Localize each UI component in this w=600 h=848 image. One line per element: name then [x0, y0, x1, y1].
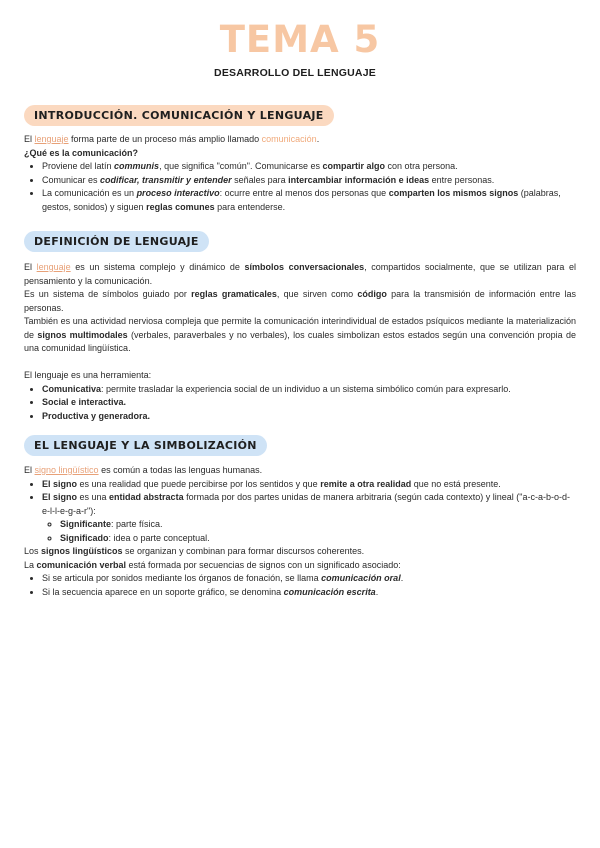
paragraph: El signo lingüístico es común a todas las lenguas humanas. — [24, 465, 263, 475]
paragraph: La comunicación verbal está formada por secuencias de signos con un significado asociado: — [24, 559, 401, 570]
list-item: • El signo es una entidad abstracta formada por dos partes unidas de manera arbitraria (según cada contexto) y lineal ("a-c-a-b-o-d-e-l-l-e-g-a-r"): ◦ Significante: parte física. ◦ Significado: idea o parte conceptual. — [42, 491, 576, 545]
list-item: • Proviene del latín communis, que significa "común". Comunicarse es compartir algo con otra persona. — [42, 160, 576, 174]
sub-list-item: ◦ Significante: parte física. — [60, 518, 576, 532]
sub-list-item: ◦ Significado: idea o parte conceptual. — [60, 532, 576, 546]
list-item: • Si se articula por sonidos mediante los órganos de fonación, se llama comunicación oral. — [42, 572, 576, 586]
paragraph: El lenguaje es un sistema complejo y dinámico de símbolos conversacionales, compartidos socialmente, que se utilizan para el pensamiento y la comunicación. — [24, 262, 576, 286]
paragraph: El lenguaje forma parte de un proceso más amplio llamado comunicación. — [24, 134, 320, 144]
section-body-simbolizacion — [24, 464, 576, 599]
page-title: TEMA 5 — [219, 18, 381, 61]
list-item: • Comunicar es codificar, transmitir y entender señales para intercambiar información e ideas entre personas. — [42, 174, 576, 188]
section-title-simbolizacion: EL LENGUAJE Y LA SIMBOLIZACIÓN — [24, 435, 267, 456]
paragraph: También es una actividad nerviosa compleja que permite la comunicación interindividual de estados psíquicos mediante la materialización de signos multimodales (verbales, paraverbales y no verbales), los cuales simbolizan estos estados según una convención propia de una comunidad lingüística. — [24, 316, 576, 353]
list-item: • La comunicación es un proceso interactivo: ocurre entre al menos dos personas que comparten los mismos signos (palabras, gestos, sonidos) y siguen reglas comunes para entenderse. — [42, 187, 576, 214]
keyword-lenguaje: lenguaje — [34, 134, 69, 144]
section-title-introduccion: INTRODUCCIÓN. COMUNICACIÓN Y LENGUAJE — [24, 105, 334, 126]
list-item: • Productiva y generadora. — [42, 410, 576, 424]
paragraph: Es un sistema de símbolos guiado por reglas gramaticales, que sirven como código para la transmisión de información entre las personas. — [24, 289, 576, 313]
keyword-signo-linguistico: signo lingüístico — [34, 465, 99, 475]
list-item: • Comunicativa: permite trasladar la experiencia social de un individuo a un sistema simbólico común para expresarlo. — [42, 383, 576, 397]
keyword-comunicacion: comunicación — [261, 134, 317, 144]
page-subtitle: DESARROLLO DEL LENGUAJE — [214, 67, 376, 79]
paragraph: El lenguaje es una herramienta: — [24, 370, 152, 380]
section-body-introduccion — [24, 133, 576, 214]
section-body-definicion — [24, 261, 576, 423]
paragraph: Los signos lingüísticos se organizan y combinan para formar discursos coherentes. — [24, 546, 365, 556]
list-item: • El signo es una realidad que puede percibirse por los sentidos y que remite a otra realidad que no está presente. — [42, 478, 576, 492]
list-item: • Social e interactiva. — [42, 396, 576, 410]
question-heading: ¿Qué es la comunicación? — [24, 147, 139, 158]
section-title-definicion: DEFINICIÓN DE LENGUAJE — [24, 231, 209, 252]
keyword-lenguaje: lenguaje — [36, 262, 71, 272]
list-item: • Si la secuencia aparece en un soporte gráfico, se denomina comunicación escrita. — [42, 586, 576, 600]
